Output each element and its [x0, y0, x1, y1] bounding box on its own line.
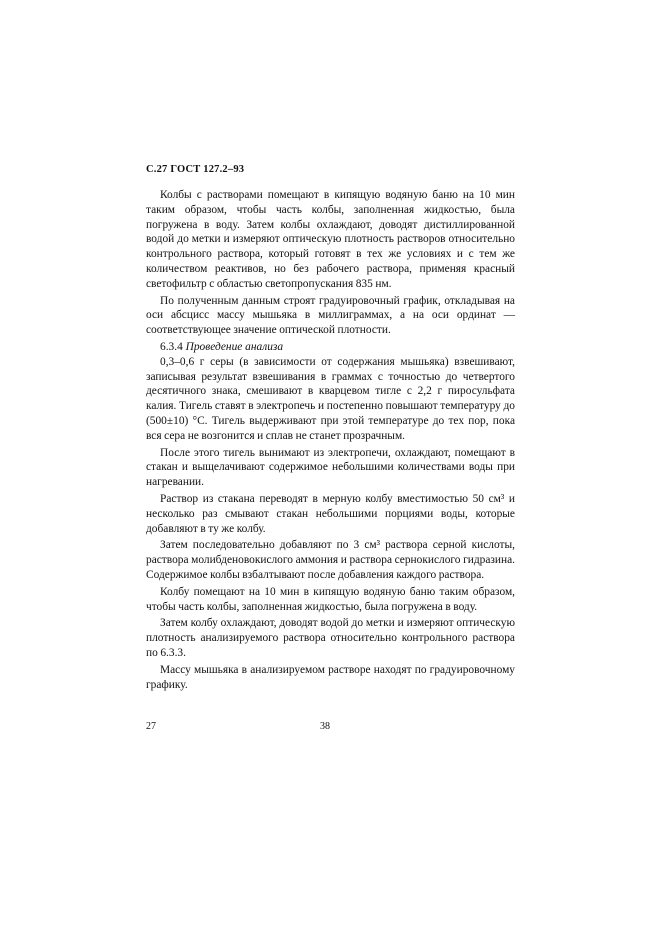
paragraph-2: По полученным данным строят градуировочный график, откладывая на оси абсцисс массу мышьяка в миллиграммах, а на оси ординат — соответствующее значение оптической плотности.	[146, 294, 515, 337]
section-title: Проведение анализа	[185, 340, 284, 353]
paragraph-8: Затем колбу охлаждают, доводят водой до метки и измеряют оптическую плотность анализируемого раствора относительно контрольного раствора по 6.3.3.	[146, 617, 515, 659]
paragraph-4: После этого тигель вынимают из электропечи, охлаждают, помещают в стакан и выщелачивают содержимое небольшими количествами воды при нагревании.	[146, 446, 515, 489]
paragraph-1: Колбы с растворами помещают в кипящую водяную баню на 10 мин таким образом, чтобы часть колбы, заполненная жидкостью, была погружена в воду. Затем колбы охлаждают, доводят дистиллированной водой до метки и измеряют оптическую плотность растворов относительно контрольного раствора, который готовят в тех же условиях и с тем же количеством реактивов, но без рабочего раствора, применяя красный светофильтр с областью светопропускания 835 нм.	[146, 189, 515, 290]
paragraph-3: 0,3–0,6 г серы (в зависимости от содержания мышьяка) взвешивают, записывая результат взвешивания в граммах с точностью до четвертого десятичного знака, смешивают в кварцевом тигле с 2,2 г пиросульфата калия. Тигель ставят в электропечь и постепенно повышают температуру до (500±10) °С. Тигель выдерживают при этой температуре до тех пор, пока вся сера не возгонится и сплав не станет прозрачным.	[146, 355, 515, 442]
footer-left-number: 27	[146, 721, 156, 732]
page-header: С.27 ГОСТ 127.2–93	[146, 164, 245, 175]
paragraph-7: Колбу помещают на 10 мин в кипящую водяную баню таким образом, чтобы часть колбы, заполненная жидкостью, была погружена в воду.	[146, 585, 515, 613]
paragraph-5: Раствор из стакана переводят в мерную колбу вместимостью 50 см³ и несколько раз смывают стакан небольшими порциями воды, которые добавляют в ту же колбу.	[146, 492, 515, 535]
document-page	[146, 164, 515, 694]
paragraph-6: Затем последовательно добавляют по 3 см³ раствора серной кислоты, раствора молибденовокислого аммония и раствора сернокислого гидразина. Содержимое колбы взбалтывают после добавления каждого раствора.	[146, 539, 515, 581]
section-heading	[146, 340, 515, 355]
footer-page-number: 38	[320, 721, 330, 732]
paragraph-9: Массу мышьяка в анализируемом растворе находят по градуировочному графику.	[146, 663, 515, 691]
section-number: 6.3.4	[160, 340, 183, 353]
